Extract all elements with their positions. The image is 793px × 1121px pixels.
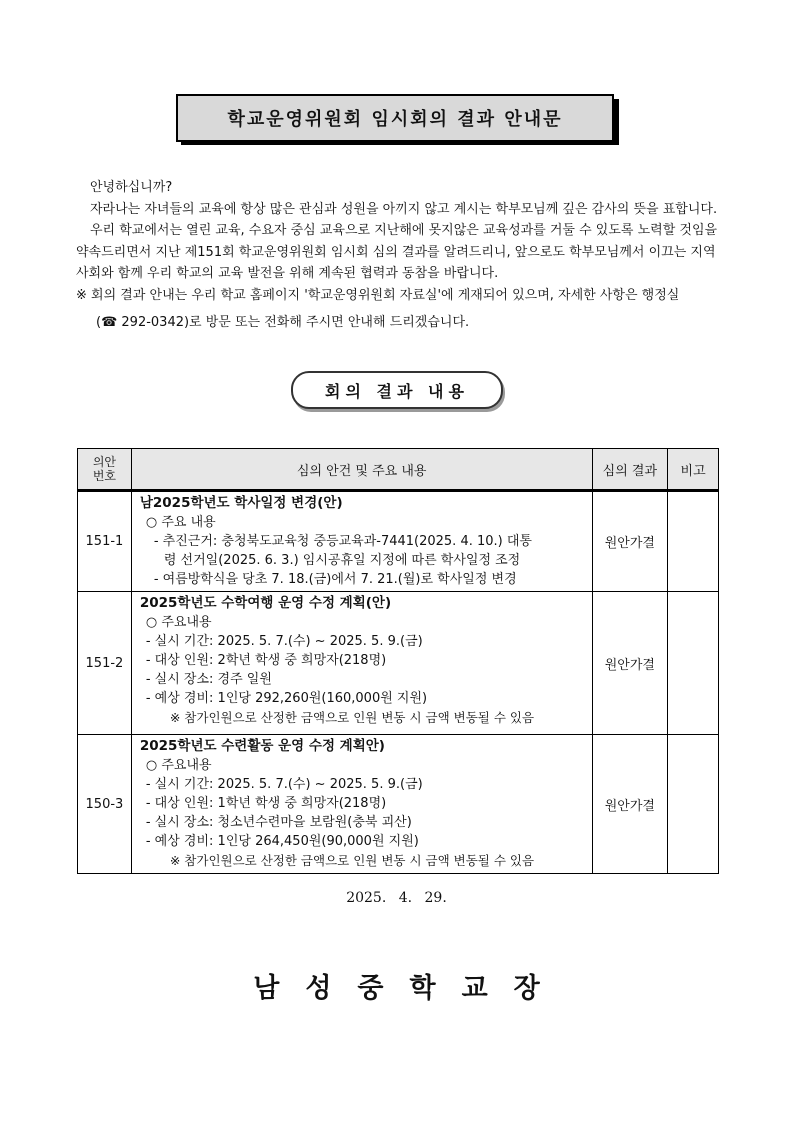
agenda-line: - 실시 장소: 청소년수련마을 보람원(충북 괴산) — [145, 815, 412, 830]
intro-section — [76, 177, 721, 334]
intro-note-1: ※ 회의 결과 안내는 우리 학교 홈페이지 '학교운영위원회 자료실'에 게재되어 있으며, 자세한 사항은 행정실 — [76, 287, 680, 303]
document-date: 2025. 4. 29. — [346, 890, 447, 906]
document-title: 학교운영위원회 임시회의 결과 안내문 — [176, 94, 614, 142]
agenda-number: 150-3 — [78, 735, 132, 874]
document-title-box — [176, 94, 616, 144]
agenda-subheading: ○ 주요 내용 — [145, 515, 216, 530]
agenda-line: - 예상 경비: 1인당 292,260원(160,000원 지원) — [145, 691, 428, 706]
greeting: 안녕하십니까? — [90, 180, 173, 195]
agenda-line: - 추진근거: 충청북도교육청 중등교육과-7441(2025. 4. 10.) 대통 — [153, 534, 532, 549]
agenda-content — [131, 592, 592, 735]
agenda-subheading: ○ 주요내용 — [145, 615, 212, 630]
agenda-note — [668, 735, 719, 874]
agenda-line: - 대상 인원: 1학년 학생 중 희망자(218명) — [145, 796, 387, 811]
results-table — [77, 448, 719, 874]
section-title: 회의 결과 내용 — [291, 371, 503, 409]
agenda-content — [131, 491, 592, 592]
signer-name: 남성중학교장 — [253, 973, 566, 1004]
agenda-subheading: ○ 주요내용 — [145, 758, 212, 773]
agenda-note — [668, 491, 719, 592]
agenda-content — [131, 735, 592, 874]
agenda-line: - 실시 장소: 경주 일원 — [145, 672, 272, 687]
header-result: 심의 결과 — [592, 449, 668, 491]
agenda-line: - 대상 인원: 2학년 학생 중 희망자(218명) — [145, 653, 387, 668]
agenda-line: 령 선거일(2025. 6. 3.) 임시공휴일 지정에 따른 학사일정 조정 — [163, 553, 521, 568]
agenda-number: 151-2 — [78, 592, 132, 735]
agenda-remark: ※ 참가인원으로 산정한 금액으로 인원 변동 시 금액 변동될 수 있음 — [169, 853, 535, 868]
agenda-line: - 예상 경비: 1인당 264,450원(90,000원 지원) — [145, 834, 419, 849]
intro-paragraph-1: 자라나는 자녀들의 교육에 항상 많은 관심과 성원을 아끼지 않고 계시는 학부모님께 깊은 감사의 뜻을 표합니다. — [90, 201, 718, 217]
agenda-line: - 실시 기간: 2025. 5. 7.(수) ~ 2025. 5. 9.(금) — [145, 777, 423, 792]
intro-paragraph-2: 우리 학교에서는 열린 교육, 수요자 중심 교육으로 지난해에 못지않은 교육성과를 거둘 수 있도록 노력할 것임을 약속드리면서 지난 제151회 학교운영위원회 임시회 심의 결과를 알려드리니, 앞으로도 학부모님께서 이끄는 지역사회와 함께 우리 학교의 교육 발전을 위해 계속된 협력과 동참을 바랍니다. — [76, 223, 718, 281]
intro-note-2: (☎ 292-0342)로 방문 또는 전화해 주시면 안내해 드리겠습니다. — [96, 315, 470, 330]
agenda-result: 원안가결 — [592, 491, 668, 592]
agenda-title: 2025학년도 수련활동 운영 수정 계획안) — [139, 738, 385, 754]
agenda-title: 남2025학년도 학사일정 변경(안) — [139, 495, 343, 511]
header-note: 비고 — [668, 449, 719, 491]
table-row — [78, 592, 719, 735]
agenda-line: - 여름방학식을 당초 7. 18.(금)에서 7. 21.(월)로 학사일정 변경 — [153, 572, 517, 587]
agenda-result: 원안가결 — [592, 592, 668, 735]
agenda-number: 151-1 — [78, 491, 132, 592]
agenda-line: - 실시 기간: 2025. 5. 7.(수) ~ 2025. 5. 9.(금) — [145, 634, 423, 649]
header-content: 심의 안건 및 주요 내용 — [131, 449, 592, 491]
agenda-remark: ※ 참가인원으로 산정한 금액으로 인원 변동 시 금액 변동될 수 있음 — [169, 710, 535, 725]
table-row — [78, 735, 719, 874]
header-agenda-number — [78, 449, 132, 491]
table-header-row — [78, 449, 719, 491]
table-row — [78, 491, 719, 592]
agenda-title: 2025학년도 수학여행 운영 수정 계획(안) — [139, 595, 392, 611]
agenda-note — [668, 592, 719, 735]
agenda-result: 원안가결 — [592, 735, 668, 874]
header-num-line2: 번호 — [92, 469, 117, 483]
header-num-line1: 의안 — [92, 455, 117, 469]
